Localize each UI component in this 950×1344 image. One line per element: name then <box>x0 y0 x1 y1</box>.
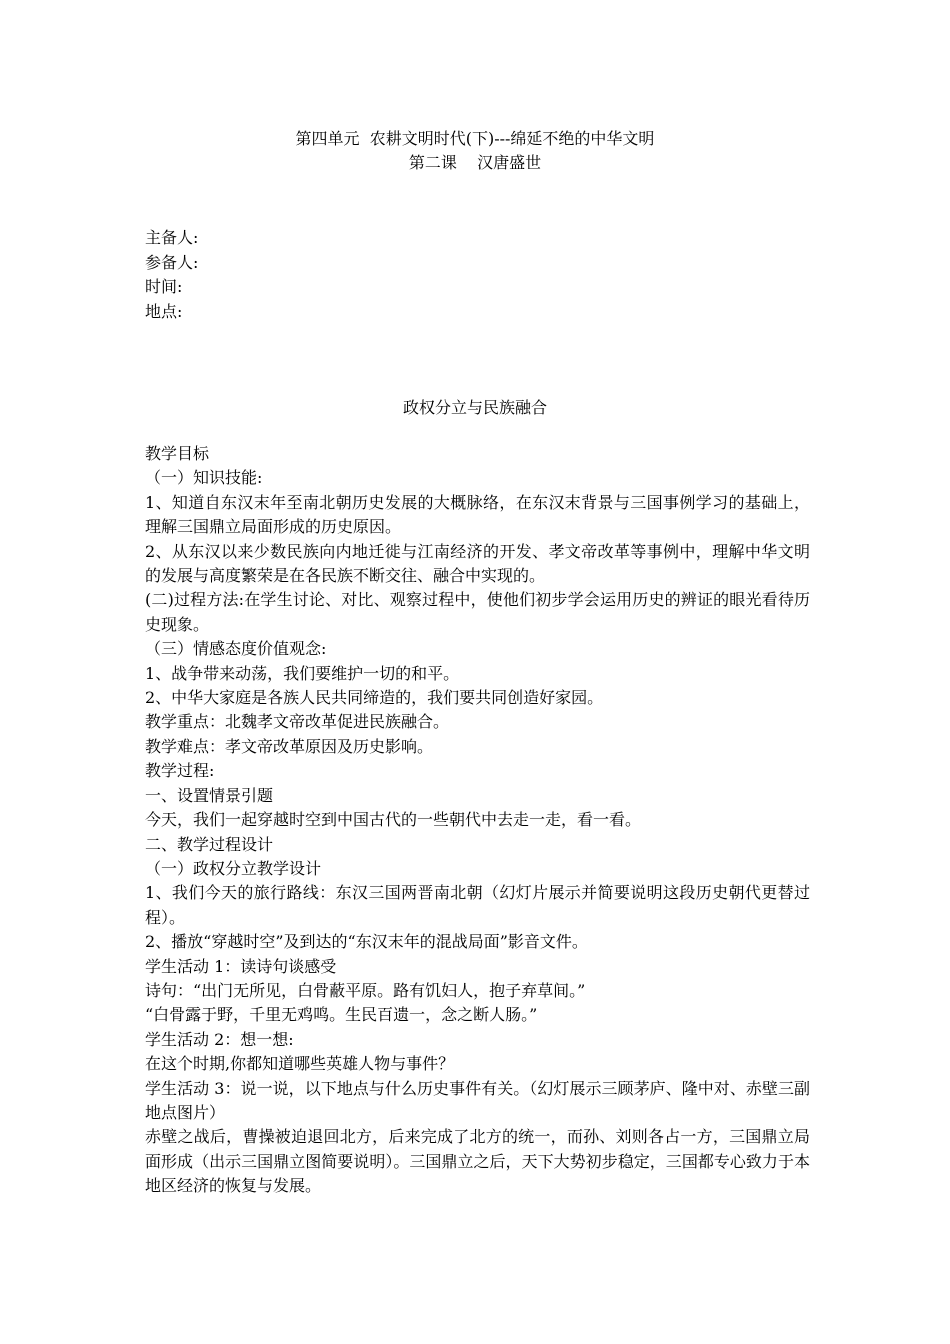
goal3-item1: 1、战争带来动荡，我们要维护一切的和平。 <box>145 663 460 683</box>
lead-preparer-label: 主备人: <box>145 228 199 247</box>
key-point: 教学重点：北魏孝文帝改革促进民族融合。 <box>145 712 450 732</box>
time-label: 时间: <box>145 277 183 296</box>
unit-title: 第四单元 农耕文明时代(下)---绵延不绝的中华文明 <box>295 129 655 148</box>
activity1-heading: 学生活动 1：读诗句谈感受 <box>145 956 337 976</box>
step2-subheading: （一）政权分立教学设计 <box>145 858 322 878</box>
conclusion-paragraph: 赤壁之战后，曹操被迫退回北方，后来完成了北方的统一，而孙、刘则各占一方，三国鼎立局面形成（出示三国鼎立图简要说明）。三国鼎立之后，天下大势初步稳定，三国都专心致力于本地区经济的恢复与发展。 <box>145 1127 810 1196</box>
difficult-point: 教学难点：孝文帝改革原因及历史影响。 <box>145 736 434 756</box>
process-heading: 教学过程: <box>145 761 215 781</box>
goal1-heading: （一）知识技能: <box>145 468 263 488</box>
goal2-paragraph: (二)过程方法:在学生讨论、对比、观察过程中，使他们初步学会运用历史的辨证的眼光看待历史现象。 <box>145 590 810 634</box>
step1-text: 今天，我们一起穿越时空到中国古代的一些朝代中去走一走，看一看。 <box>145 810 642 830</box>
goal1-item1: 1、知道自东汉末年至南北朝历史发展的大概脉络，在东汉末背景与三国事例学习的基础上，理解三国鼎立局面形成的历史原因。 <box>145 492 810 537</box>
step2-item1: 1、我们今天的旅行路线：东汉三国两晋南北朝（幻灯片展示并简要说明这段历史朝代更替过程）。 <box>145 883 810 927</box>
document-header <box>0 127 950 175</box>
lesson-body <box>145 442 810 1199</box>
activity2-text: 在这个时期,你都知道哪些英雄人物与事件？ <box>145 1054 455 1074</box>
section-heading: 政权分立与民族融合 <box>402 398 547 417</box>
poem-line-1: 诗句：“出门无所见，白骨蔽平原。路有饥妇人，抱子弃草间。” <box>145 980 586 1000</box>
goal3-heading: （三）情感态度价值观念: <box>145 639 327 659</box>
place-label: 地点: <box>145 301 183 321</box>
step1-heading: 一、设置情景引题 <box>145 785 274 805</box>
lesson-title: 第二课 汉唐盛世 <box>408 153 542 172</box>
teaching-goals-heading: 教学目标 <box>145 444 210 463</box>
step2-item2: 2、播放“穿越时空”及到达的“东汉末年的混战局面”影音文件。 <box>145 932 588 952</box>
step2-heading: 二、教学过程设计 <box>145 834 274 854</box>
preparation-info <box>145 226 198 324</box>
activity3-paragraph: 学生活动 3：说一说，以下地点与什么历史事件有关。（幻灯展示三顾茅庐、隆中对、赤壁三副地点图片） <box>145 1078 810 1122</box>
activity2-heading: 学生活动 2：想一想: <box>145 1029 294 1049</box>
poem-line-2: “白骨露于野，千里无鸡鸣。生民百遗一，念之断人肠。” <box>145 1005 538 1025</box>
goal3-item2: 2、中华大家庭是各族人民共同缔造的，我们要共同创造好家园。 <box>145 688 604 708</box>
co-preparer-label: 参备人: <box>145 252 199 272</box>
goal1-item2: 2、从东汉以来少数民族向内地迁徙与江南经济的开发、孝文帝改革等事例中，理解中华文明的发展与高度繁荣是在各民族不断交往、融合中实现的。 <box>145 541 810 586</box>
